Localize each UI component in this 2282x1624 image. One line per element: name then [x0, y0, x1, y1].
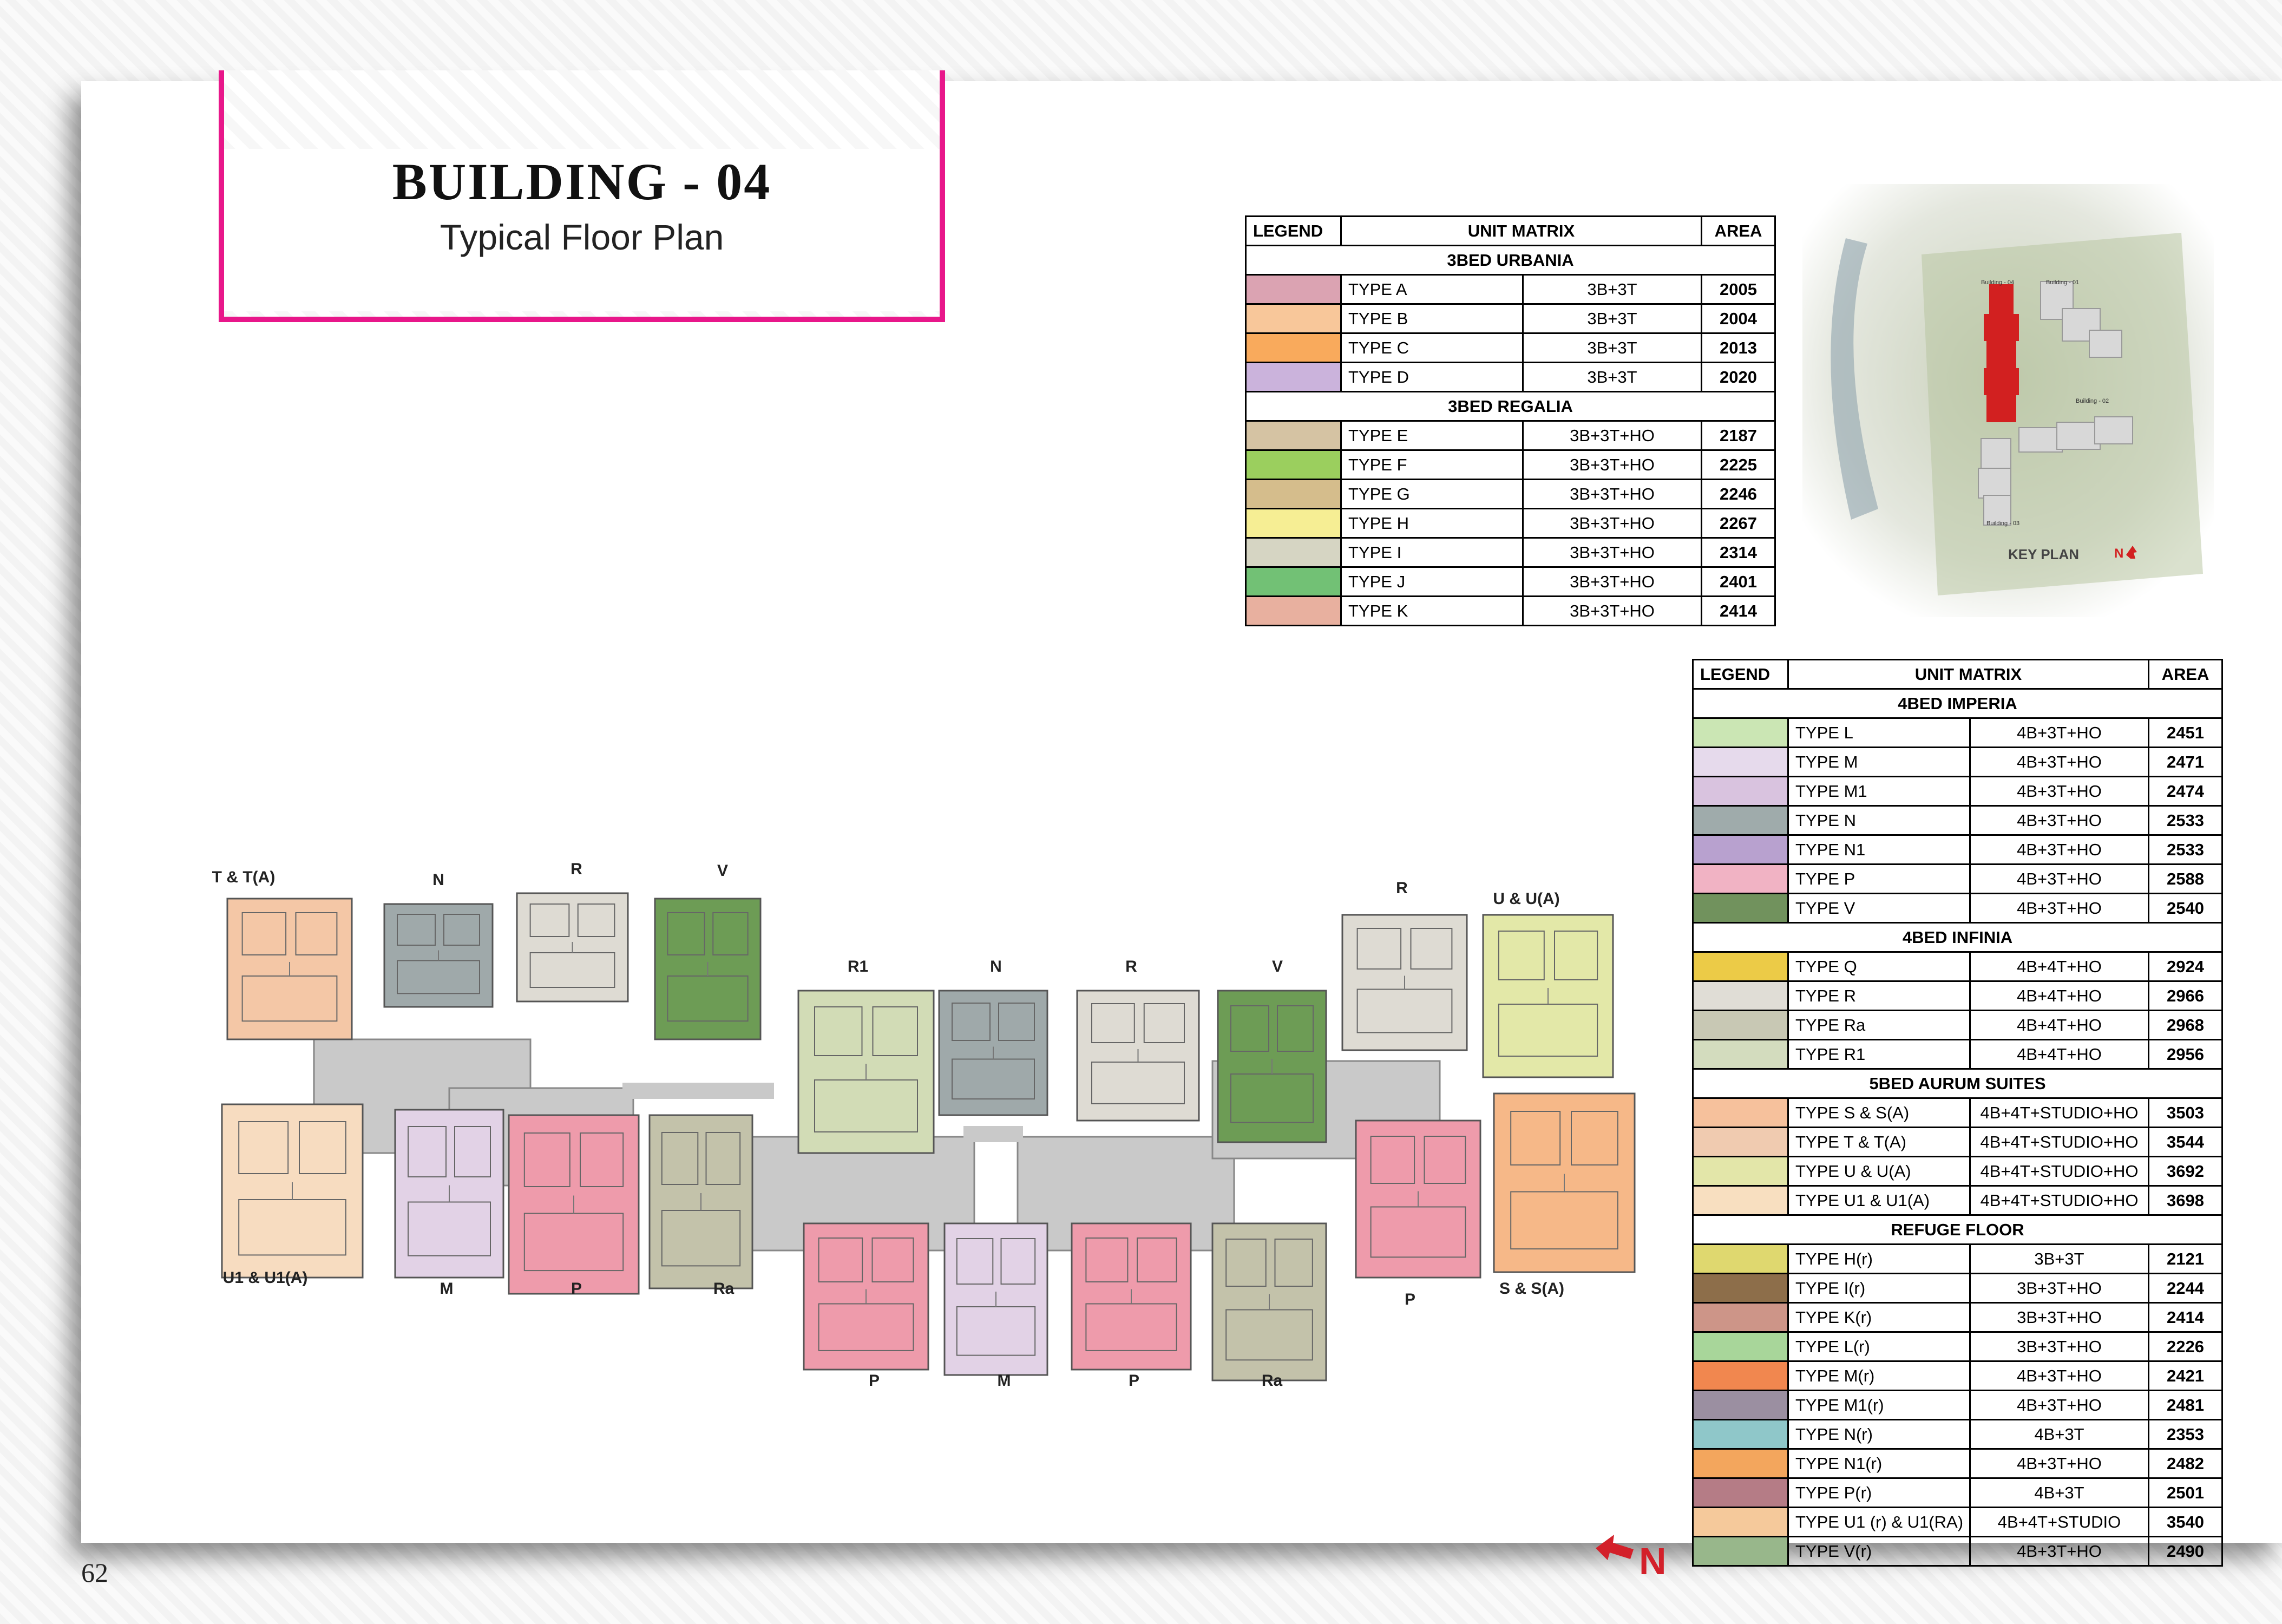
section-title: 3BED URBANIA: [1246, 246, 1775, 275]
unit-area: 2187: [1702, 421, 1775, 450]
unit-label: V: [1271, 958, 1283, 975]
unit-area: 2924: [2149, 952, 2222, 981]
legend-swatch: [1693, 806, 1788, 835]
unit-label: M: [997, 1372, 1011, 1390]
table-row: [1246, 363, 1775, 392]
unit-matrix: 4B+4T+STUDIO+HO: [1970, 1098, 2149, 1128]
unit-area: 2314: [1702, 538, 1775, 567]
unit-label: R: [570, 860, 582, 878]
unit-type: TYPE G: [1341, 480, 1523, 509]
unit-type: TYPE F: [1341, 450, 1523, 480]
unit-area: 2226: [2149, 1332, 2222, 1361]
unit-matrix-table-3bed: [1245, 215, 1776, 626]
unit-matrix: 3B+3T+HO: [1523, 480, 1702, 509]
legend-swatch: [1693, 1420, 1788, 1449]
unit-area: 2246: [1702, 480, 1775, 509]
unit-area: 2474: [2149, 777, 2222, 806]
unit-area: 2421: [2149, 1361, 2222, 1391]
unit-type: TYPE Q: [1788, 952, 1970, 981]
unit-area: 2501: [2149, 1478, 2222, 1508]
unit-area: 3544: [2149, 1128, 2222, 1157]
legend-swatch: [1246, 363, 1341, 392]
table-row: [1693, 1537, 2222, 1566]
corridor-link: [963, 1126, 1023, 1142]
table-row: [1246, 333, 1775, 363]
unit-area: 2414: [2149, 1303, 2222, 1332]
unit-label: N: [990, 958, 1002, 975]
unit-type: TYPE M(r): [1788, 1361, 1970, 1391]
table-row: [1693, 952, 2222, 981]
table-row: [1693, 748, 2222, 777]
unit-label: M: [440, 1280, 454, 1298]
legend-header: LEGEND: [1693, 660, 1788, 689]
table-row: [1693, 1245, 2222, 1274]
table-row: [1693, 981, 2222, 1011]
unit-type: TYPE M: [1788, 748, 1970, 777]
page-number: 62: [81, 1557, 108, 1588]
unit-matrix: 4B+4T+STUDIO: [1970, 1508, 2149, 1537]
legend-swatch: [1693, 894, 1788, 923]
legend-swatch: [1693, 1449, 1788, 1478]
table-row: [1693, 1040, 2222, 1069]
unit-type: TYPE M1(r): [1788, 1391, 1970, 1420]
unit-matrix: 4B+3T+HO: [1970, 865, 2149, 894]
unit-matrix: 4B+3T: [1970, 1420, 2149, 1449]
unit-type: TYPE H(r): [1788, 1245, 1970, 1274]
unit-matrix: 4B+3T+HO: [1970, 835, 2149, 865]
unit-matrix: 4B+3T+HO: [1970, 806, 2149, 835]
table-row: [1246, 597, 1775, 626]
unit-type: TYPE U1 & U1(A): [1788, 1186, 1970, 1215]
unit-type: TYPE I: [1341, 538, 1523, 567]
key-plan-label-building-01: Building - 01: [2046, 279, 2080, 286]
unit-type: TYPE D: [1341, 363, 1523, 392]
table-header-row: [1693, 660, 2222, 689]
unit-matrix: 4B+4T+HO: [1970, 981, 2149, 1011]
unit-area: 2956: [2149, 1040, 2222, 1069]
unit-matrix: 3B+3T: [1523, 363, 1702, 392]
unit-type: TYPE E: [1341, 421, 1523, 450]
table-row: [1693, 1128, 2222, 1157]
table-header-row: [1246, 217, 1775, 246]
unit-type: TYPE C: [1341, 333, 1523, 363]
area-header: AREA: [2149, 660, 2222, 689]
page-title: BUILDING - 04: [392, 153, 772, 211]
unit-matrix: 3B+3T+HO: [1523, 450, 1702, 480]
legend-swatch: [1693, 1011, 1788, 1040]
table-row: [1246, 509, 1775, 538]
unit-area: 2004: [1702, 304, 1775, 333]
table-row: [1693, 835, 2222, 865]
key-plan-label: KEY PLAN: [2008, 546, 2079, 562]
unit-area: 3540: [2149, 1508, 2222, 1537]
unit-matrix: 4B+4T+HO: [1970, 1040, 2149, 1069]
unit-label: R: [1396, 879, 1408, 897]
unit-matrix: 4B+4T+STUDIO+HO: [1970, 1128, 2149, 1157]
corridor-link: [390, 1061, 482, 1077]
unit-matrix: 4B+3T: [1970, 1478, 2149, 1508]
table-row: [1693, 1508, 2222, 1537]
unit-matrix: 4B+4T+STUDIO+HO: [1970, 1186, 2149, 1215]
legend-swatch: [1246, 304, 1341, 333]
corridor-link: [622, 1083, 774, 1099]
unit-area: 2540: [2149, 894, 2222, 923]
unit-matrix: 4B+3T+HO: [1970, 1391, 2149, 1420]
title-box: [219, 70, 945, 322]
unit-matrix: 3B+3T+HO: [1523, 421, 1702, 450]
unit-area: 3698: [2149, 1186, 2222, 1215]
table-row: [1693, 1391, 2222, 1420]
key-plan-label-building-02: Building - 02: [2076, 398, 2109, 404]
table-row: [1693, 806, 2222, 835]
legend-swatch: [1693, 1332, 1788, 1361]
unit-matrix: 3B+3T+HO: [1970, 1303, 2149, 1332]
legend-swatch: [1693, 1361, 1788, 1391]
section-row: [1693, 923, 2222, 952]
unit-type: TYPE U & U(A): [1788, 1157, 1970, 1186]
legend-swatch: [1246, 333, 1341, 363]
table-row: [1693, 1449, 2222, 1478]
unit-matrix: 3B+3T: [1523, 304, 1702, 333]
unit-type: TYPE S & S(A): [1788, 1098, 1970, 1128]
unit-matrix: 4B+3T+HO: [1970, 894, 2149, 923]
unit-area: 2005: [1702, 275, 1775, 304]
area-header: AREA: [1702, 217, 1775, 246]
unit-type: TYPE L: [1788, 718, 1970, 748]
unit-matrix: 3B+3T+HO: [1970, 1332, 2149, 1361]
unit-type: TYPE I(r): [1788, 1274, 1970, 1303]
legend-swatch: [1693, 1157, 1788, 1186]
legend-swatch: [1693, 1478, 1788, 1508]
unit-matrix-table-4bed: [1692, 659, 2223, 1567]
unit-type: TYPE M1: [1788, 777, 1970, 806]
section-title: 4BED IMPERIA: [1693, 689, 2222, 718]
legend-swatch: [1693, 1186, 1788, 1215]
legend-swatch: [1246, 509, 1341, 538]
unit-label: P: [868, 1372, 880, 1390]
unit-area: 2966: [2149, 981, 2222, 1011]
legend-swatch: [1246, 538, 1341, 567]
unit-matrix: 4B+3T+HO: [1970, 748, 2149, 777]
unit-area: 2401: [1702, 567, 1775, 597]
unit-matrix-header: UNIT MATRIX: [1341, 217, 1702, 246]
table-row: [1693, 1420, 2222, 1449]
table-row: [1693, 777, 2222, 806]
table-row: [1246, 480, 1775, 509]
unit-type: TYPE A: [1341, 275, 1523, 304]
unit-matrix: 3B+3T: [1523, 275, 1702, 304]
unit-area: 2013: [1702, 333, 1775, 363]
table-row: [1693, 894, 2222, 923]
section-title: 5BED AURUM SUITES: [1693, 1069, 2222, 1098]
unit-area: 2482: [2149, 1449, 2222, 1478]
unit-area: 2471: [2149, 748, 2222, 777]
legend-swatch: [1693, 1040, 1788, 1069]
unit-area: 2490: [2149, 1537, 2222, 1566]
unit-area: 2533: [2149, 835, 2222, 865]
legend-swatch: [1246, 275, 1341, 304]
table-row: [1693, 1186, 2222, 1215]
legend-swatch: [1693, 952, 1788, 981]
table-row: [1246, 538, 1775, 567]
unit-label: P: [1404, 1291, 1416, 1308]
section-row: [1246, 246, 1775, 275]
key-plan-label-building-04: Building - 04: [1981, 279, 2015, 286]
table-row: [1693, 1011, 2222, 1040]
table-row: [1246, 421, 1775, 450]
unit-matrix: 3B+3T+HO: [1523, 567, 1702, 597]
legend-swatch: [1246, 480, 1341, 509]
unit-matrix: 3B+3T: [1970, 1245, 2149, 1274]
unit-area: 2121: [2149, 1245, 2222, 1274]
unit-label: P: [1128, 1372, 1140, 1390]
table-row: [1693, 1157, 2222, 1186]
table-row: [1693, 1303, 2222, 1332]
unit-matrix: 4B+3T+HO: [1970, 718, 2149, 748]
legend-swatch: [1693, 1098, 1788, 1128]
unit-area: 2414: [1702, 597, 1775, 626]
unit-label: N: [432, 871, 444, 889]
table-row: [1693, 865, 2222, 894]
unit-area: 2225: [1702, 450, 1775, 480]
unit-type: TYPE B: [1341, 304, 1523, 333]
unit-type: TYPE V(r): [1788, 1537, 1970, 1566]
unit-label: Ra: [1261, 1372, 1283, 1390]
unit-type: TYPE N: [1788, 806, 1970, 835]
legend-swatch: [1693, 1391, 1788, 1420]
unit-type: TYPE P(r): [1788, 1478, 1970, 1508]
key-plan-building-03: [1978, 438, 2011, 525]
unit-type: TYPE N(r): [1788, 1420, 1970, 1449]
legend-header: LEGEND: [1246, 217, 1341, 246]
table-row: [1693, 718, 2222, 748]
unit-matrix: 3B+3T+HO: [1523, 509, 1702, 538]
legend-swatch: [1693, 748, 1788, 777]
legend-swatch: [1246, 421, 1341, 450]
unit-matrix: 4B+3T+HO: [1970, 1449, 2149, 1478]
table-row: [1693, 1098, 2222, 1128]
unit-area: 2968: [2149, 1011, 2222, 1040]
table-row: [1693, 1478, 2222, 1508]
legend-swatch: [1246, 567, 1341, 597]
unit-type: TYPE R: [1788, 981, 1970, 1011]
legend-swatch: [1693, 1508, 1788, 1537]
unit-area: 3503: [2149, 1098, 2222, 1128]
legend-swatch: [1693, 981, 1788, 1011]
legend-swatch: [1693, 1128, 1788, 1157]
unit-label: U1 & U1(A): [222, 1269, 308, 1287]
table-row: [1246, 450, 1775, 480]
unit-type: TYPE N1(r): [1788, 1449, 1970, 1478]
unit-area: 2533: [2149, 806, 2222, 835]
north-indicator: [1591, 1532, 1700, 1581]
unit-matrix: 4B+3T+HO: [1970, 1537, 2149, 1566]
unit-label: U & U(A): [1493, 890, 1560, 908]
unit-type: TYPE R1: [1788, 1040, 1970, 1069]
legend-swatch: [1693, 1274, 1788, 1303]
unit-type: TYPE Ra: [1788, 1011, 1970, 1040]
legend-swatch: [1246, 597, 1341, 626]
floor-plan: [211, 855, 1662, 1413]
unit-area: 2267: [1702, 509, 1775, 538]
unit-matrix: 4B+4T+STUDIO+HO: [1970, 1157, 2149, 1186]
unit-area: 2353: [2149, 1420, 2222, 1449]
legend-swatch: [1693, 777, 1788, 806]
north-arrow-icon: [1596, 1535, 1634, 1560]
unit-type: TYPE H: [1341, 509, 1523, 538]
unit-matrix: 4B+3T+HO: [1970, 1361, 2149, 1391]
unit-area: 2020: [1702, 363, 1775, 392]
table-row: [1693, 1332, 2222, 1361]
unit-matrix: 3B+3T+HO: [1523, 538, 1702, 567]
key-plan-north-label: N: [2114, 546, 2124, 561]
legend-swatch: [1693, 1245, 1788, 1274]
legend-swatch: [1693, 835, 1788, 865]
unit-matrix: 4B+4T+HO: [1970, 952, 2149, 981]
unit-label: R: [1125, 958, 1137, 975]
unit-type: TYPE T & T(A): [1788, 1128, 1970, 1157]
unit-matrix: 3B+3T+HO: [1970, 1274, 2149, 1303]
page-subtitle: Typical Floor Plan: [440, 217, 724, 257]
unit-matrix: 4B+4T+HO: [1970, 1011, 2149, 1040]
unit-type: TYPE U1 (r) & U1(RA): [1788, 1508, 1970, 1537]
section-row: [1246, 392, 1775, 421]
section-title: 4BED INFINIA: [1693, 923, 2222, 952]
section-row: [1693, 1069, 2222, 1098]
unit-type: TYPE V: [1788, 894, 1970, 923]
legend-swatch: [1693, 865, 1788, 894]
section-title: 3BED REGALIA: [1246, 392, 1775, 421]
legend-swatch: [1693, 1303, 1788, 1332]
unit-matrix: 3B+3T+HO: [1523, 597, 1702, 626]
unit-type: TYPE P: [1788, 865, 1970, 894]
legend-swatch: [1693, 718, 1788, 748]
unit-matrix-header: UNIT MATRIX: [1788, 660, 2149, 689]
table-row: [1246, 567, 1775, 597]
unit-type: TYPE J: [1341, 567, 1523, 597]
section-row: [1693, 689, 2222, 718]
unit-label: V: [717, 862, 729, 880]
unit-area: 2451: [2149, 718, 2222, 748]
north-label: N: [1639, 1540, 1667, 1581]
unit-matrix: 3B+3T: [1523, 333, 1702, 363]
unit-type: TYPE N1: [1788, 835, 1970, 865]
unit-area: 3692: [2149, 1157, 2222, 1186]
unit-label: Ra: [713, 1280, 735, 1298]
unit-label: P: [570, 1280, 582, 1298]
unit-label: S & S(A): [1499, 1280, 1564, 1298]
table-row: [1693, 1361, 2222, 1391]
table-row: [1246, 275, 1775, 304]
unit-label: R1: [847, 958, 869, 975]
section-row: [1693, 1215, 2222, 1245]
table-row: [1246, 304, 1775, 333]
unit-area: 2481: [2149, 1391, 2222, 1420]
unit-matrix: 4B+3T+HO: [1970, 777, 2149, 806]
table-row: [1693, 1274, 2222, 1303]
legend-swatch: [1693, 1537, 1788, 1566]
key-plan-label-building-03: Building - 03: [1986, 520, 2020, 527]
legend-swatch: [1246, 450, 1341, 480]
unit-type: TYPE K: [1341, 597, 1523, 626]
unit-type: TYPE L(r): [1788, 1332, 1970, 1361]
unit-type: TYPE K(r): [1788, 1303, 1970, 1332]
key-plan: [1802, 184, 2214, 617]
section-title: REFUGE FLOOR: [1693, 1215, 2222, 1245]
unit-area: 2244: [2149, 1274, 2222, 1303]
unit-label: T & T(A): [212, 868, 276, 886]
unit-area: 2588: [2149, 865, 2222, 894]
